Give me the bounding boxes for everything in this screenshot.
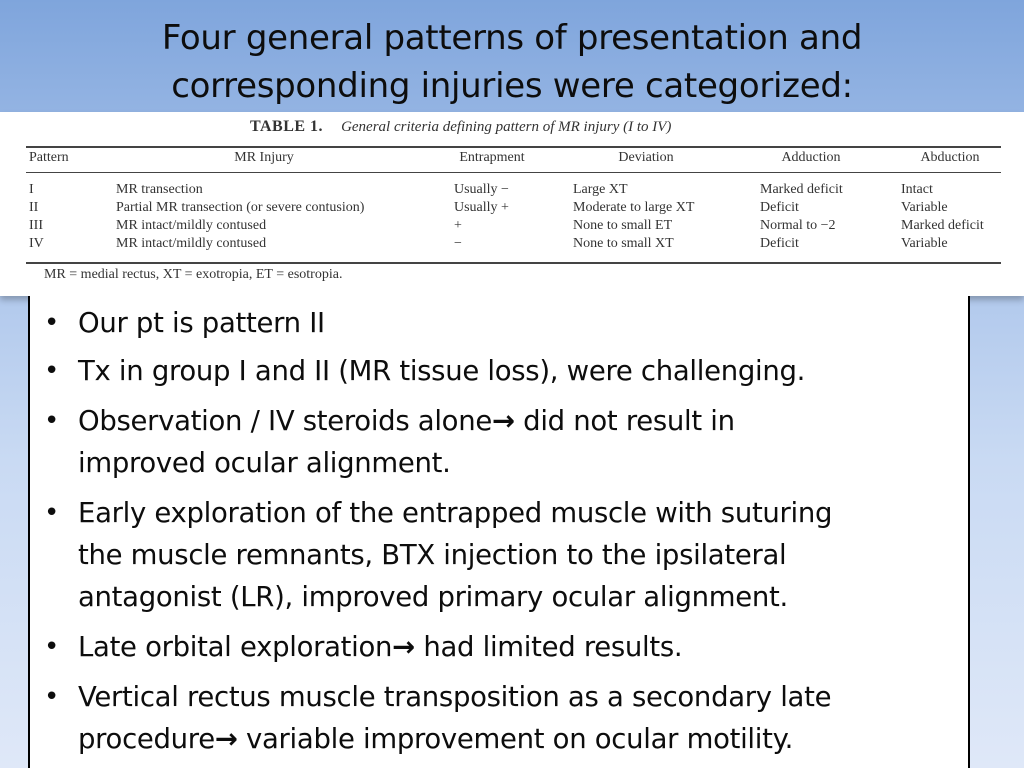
bullet-line: the muscle remnants, BTX injection to the ipsilateral [78,539,787,571]
cell-deviation: Moderate to large XT [573,200,695,215]
bullet-line: Early exploration of the entrapped muscle with suturing [78,497,833,529]
cell-entrapment: Usually − [454,182,509,197]
bullet-line: procedure [78,723,215,755]
cell-mr-injury: MR transection [116,182,203,197]
cell-abduction: Variable [901,236,948,251]
bullet-text [78,676,958,760]
table-row [0,200,1024,218]
slide-title-line-2: corresponding injuries were categorized: [171,66,853,106]
table-caption [250,118,671,136]
bullet-dot: • [44,682,60,712]
cell-pattern: III [29,218,43,233]
bullet-line: Late orbital exploration [78,631,393,663]
cell-adduction: Deficit [760,200,799,215]
table-header-row [0,150,1024,168]
cell-mr-injury: Partial MR transection (or severe contusion) [116,200,365,215]
cell-pattern: II [29,200,39,215]
cell-entrapment: + [454,218,462,233]
header-entrapment: Entrapment [459,150,525,165]
cell-adduction: Normal to −2 [760,218,836,233]
bullet-line: improved ocular alignment. [78,447,451,479]
bullet-line: Tx in group I and II (MR tissue loss), were challenging. [78,355,806,387]
bullet-text [78,302,958,344]
header-mr-injury: MR Injury [234,150,294,165]
cell-deviation: None to small XT [573,236,674,251]
cell-pattern: I [29,182,34,197]
bullet-line: antagonist (LR), improved primary ocular alignment. [78,581,788,613]
cell-abduction: Intact [901,182,933,197]
header-deviation: Deviation [618,150,674,165]
table-footnote: MR = medial rectus, XT = exotropia, ET = esotropia. [44,267,343,282]
bullet-dot: • [44,356,60,386]
bullet-line: Our pt is pattern II [78,307,325,339]
bullet-dot: • [44,632,60,662]
bullet-line-continued: did not result in [514,405,735,437]
bullet-text [78,492,958,618]
bullet-line: Observation / IV steroids alone [78,405,492,437]
table-top-rule [26,146,1001,148]
bullet-dot: • [44,498,60,528]
header-abduction: Abduction [920,150,980,165]
table-image-panel [0,112,1024,296]
cell-abduction: Marked deficit [901,218,984,233]
arrow-right-icon: → [392,631,415,663]
cell-pattern: IV [29,236,44,251]
table-row [0,182,1024,200]
cell-entrapment: − [454,236,462,251]
table-row [0,236,1024,254]
header-adduction: Adduction [781,150,841,165]
bullet-line: Vertical rectus muscle transposition as a secondary late [78,681,832,713]
bullet-text [78,350,958,392]
header-pattern: Pattern [29,150,69,165]
table-row [0,218,1024,236]
cell-deviation: None to small ET [573,218,673,233]
bullet-line-continued: variable improvement on ocular motility. [237,723,794,755]
bullet-dot: • [44,308,60,338]
cell-adduction: Marked deficit [760,182,843,197]
arrow-right-icon: → [491,405,515,437]
bullet-content-box [28,296,970,768]
bullet-text [78,626,958,668]
slide-title-line-1: Four general patterns of presentation and [161,18,863,58]
cell-entrapment: Usually + [454,200,509,215]
table-header-rule [26,172,1001,173]
bullet-line-continued: had limited results. [414,631,683,663]
bullet-dot: • [44,406,60,436]
cell-abduction: Variable [901,200,948,215]
table-bottom-rule [26,262,1001,264]
cell-adduction: Deficit [760,236,799,251]
table-caption-text: General criteria defining pattern of MR injury (I to IV) [341,119,672,135]
bullet-text [78,400,958,484]
cell-mr-injury: MR intact/mildly contused [116,236,267,251]
cell-deviation: Large XT [573,182,628,197]
table-caption-label: TABLE 1. [250,118,324,135]
slide-title [0,14,1024,110]
arrow-right-icon: → [214,723,238,755]
cell-mr-injury: MR intact/mildly contused [116,218,267,233]
